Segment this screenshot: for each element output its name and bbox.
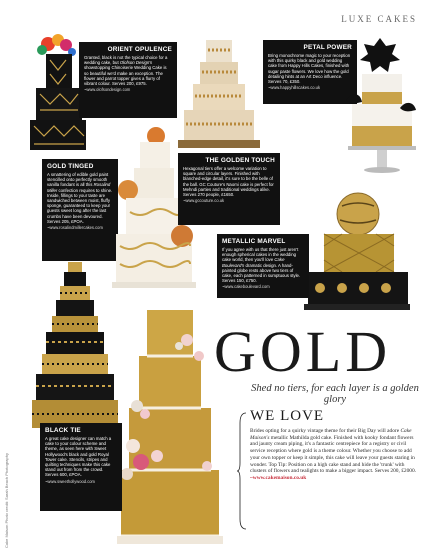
metallic-text: If you agree with us that there just aren't enough spherical cakes in the wedding cake world, then you'll love Cake Boulevard's dramatic design. A hand-painted globe rests above two tiers of cake, each patterned in sumptuous style. Serves 150, £750.	[222, 247, 301, 284]
gold-tinged-text: A smattering of edible gold paint stencilled onto perfectly smooth vanilla fondant is all this Rosalind Miller confection requires to shine. Inside, fillings to your taste are sandwiched between moist, fluffy sponge, guaranteed to keep your guests sweet long after the last crumbs have been devoured. Serves 205, £POA.	[47, 172, 113, 224]
metallic-title: METALLIC MARVEL	[222, 238, 286, 245]
golden-touch-url[interactable]: ~www.gccouture.co.uk	[183, 198, 225, 204]
petal-title: PETAL POWER	[303, 44, 352, 51]
golden-touch-caption	[178, 153, 280, 225]
golden-touch-text: Hexagonal tiers offer a welcome variation to square and circular layers. Finished with blanched-edge detail, it's sure to be the belle of the ball. GC Couture's Naomi cake is perfect for Mehndi parties and traditional weddings alike. Serves 270 people, £1650.	[183, 166, 274, 198]
metallic-url[interactable]: ~www.cakeboulevard.com	[222, 284, 270, 290]
photo-credit: Cake Maison Photo credit: Sarah Beach Photography	[4, 453, 9, 548]
subheadline: Shed no tiers, for each layer is a golden glory	[251, 383, 419, 405]
petal-cake-image	[340, 34, 420, 174]
metallic-caption	[217, 234, 309, 298]
golden-touch-title: THE GOLDEN TOUCH	[205, 157, 275, 164]
petal-text: Bring monochrome magic to your reception with this quirky black and gold wedding cake from Happy Hills Cakes, finished with sugar paste flowers. We love how the gold detailing hints at an Art Deco influence. Serves 70, £350.	[268, 53, 351, 85]
brace-ornament	[237, 411, 247, 531]
section-label: LUXE CAKES	[341, 14, 417, 24]
orient-url[interactable]: ~www.olofsondesign.com	[84, 87, 131, 93]
black-tie-caption	[40, 423, 122, 511]
we-love-url[interactable]: ~www.cakemaison.co.uk	[250, 474, 307, 481]
orient-text: Granted, black is not the typical choice for a wedding cake, but Olofson Design's showstopping Chinoiserie Wedding Cake is so beautiful we'd make an exception. The flower and parrot topper gives a flurry of vibrant colour. Serves 200, £975.	[84, 55, 168, 87]
petal-url[interactable]: ~www.happyhillscakes.co.uk	[268, 85, 320, 91]
we-love-cake-image	[117, 306, 223, 546]
black-tie-title: BLACK TIE	[45, 427, 81, 434]
black-tie-text: A great cake designer can match a cake to your colour scheme and theme, as seen here with Sweet Hollywood's black and gold Royal Tower cake. Stencils, stripes and quilting techniques make this cake stand out from from the crowd. Serves 600, £POA.	[45, 436, 112, 478]
gold-tinged-title: GOLD TINGED	[47, 163, 94, 170]
orient-title: ORIENT OPULENCE	[107, 46, 172, 53]
metallic-cake-image	[300, 190, 410, 318]
gold-tinged-url[interactable]: ~www.rosalindmillercakes.com	[47, 225, 103, 231]
gold-tinged-caption	[42, 159, 118, 261]
orient-caption	[79, 42, 177, 118]
headline: GOLD	[214, 319, 392, 384]
we-love-title: WE LOVE	[250, 408, 325, 424]
black-tie-url[interactable]: ~www.sweethollywood.com	[45, 478, 95, 484]
black-tie-cake-image	[30, 262, 120, 432]
we-love-body: Brides opting for a quirky vintage theme for their Big Day will adore Cake Maison's metallic Mathilda gold cake. Finished with kooky fondant flowers and jaunty cream piping, it's a fantastic centrepiece for a registry or civil service reception where gold is a theme colour. Whether you choose to add your own topper or keep it simple, this cake will leave your guests staring in wonder. Top Tip: Position on a high cake stand and hide the 'trunk' with clusters of flowers and tealights to make a bigger impact. Serves 200, £2000. ~www.cakemaison.co.uk	[250, 428, 417, 481]
